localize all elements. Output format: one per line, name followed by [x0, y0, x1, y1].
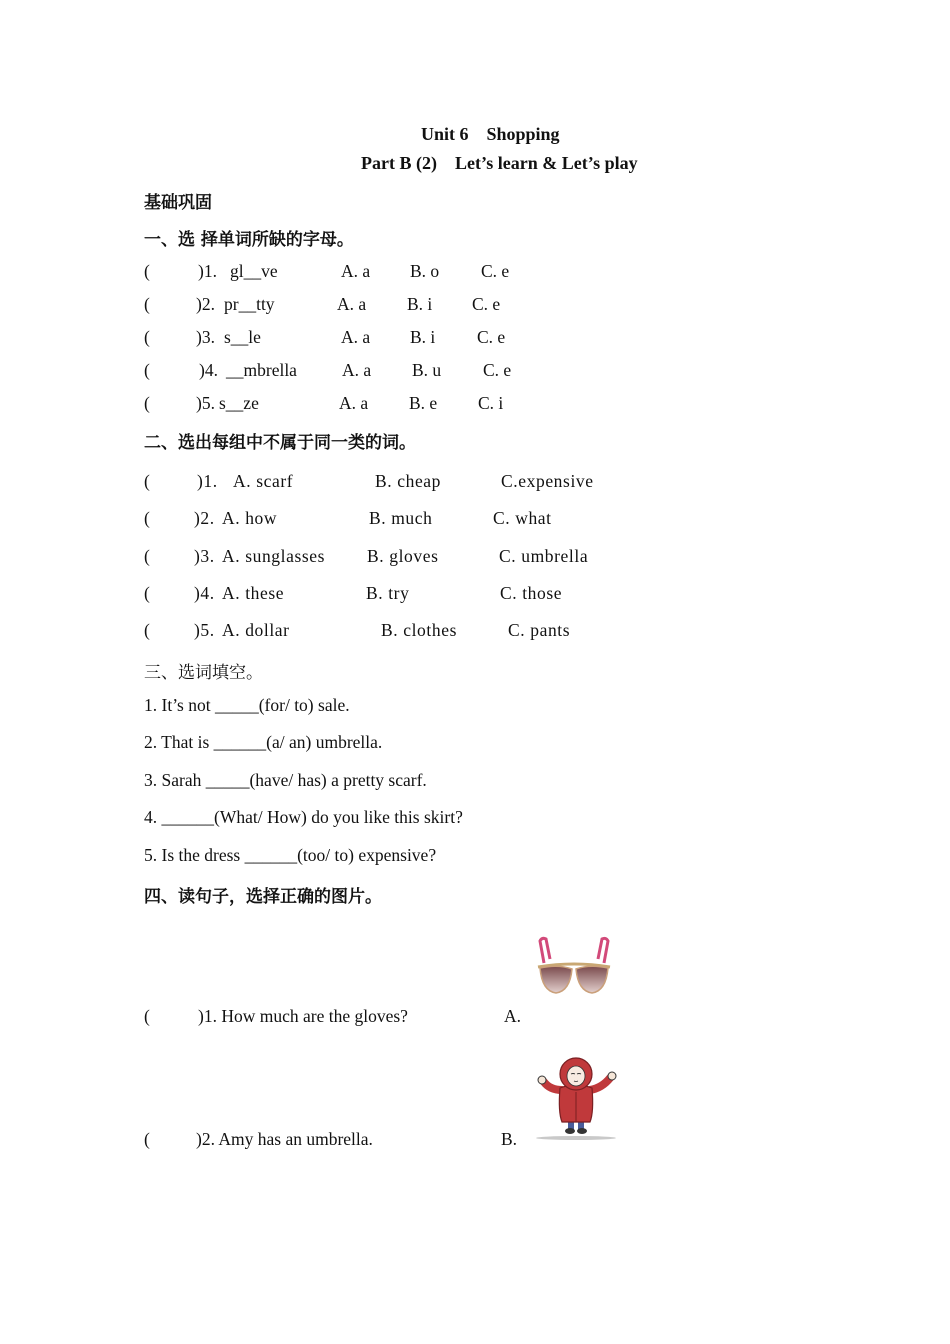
answer-bracket[interactable]: ( [144, 393, 150, 413]
option-a[interactable]: A. a [342, 360, 372, 380]
question-number: )3. [196, 327, 215, 347]
option-a[interactable]: A. a [339, 393, 369, 413]
option-a[interactable]: A. a [337, 294, 367, 314]
option-a[interactable]: A. a [341, 261, 371, 281]
answer-bracket[interactable]: ( [144, 360, 150, 380]
answer-bracket[interactable]: ( [144, 327, 150, 347]
answer-bracket[interactable]: ( [144, 294, 150, 314]
option-a[interactable]: A. these [222, 583, 285, 603]
fill-blank-1: 1. It’s not _____(for/ to) sale. [144, 695, 350, 715]
option-b[interactable]: B. clothes [381, 620, 457, 640]
question-number: )3. [194, 546, 215, 566]
red-coat-icon [528, 1052, 624, 1146]
fill-blank-3: 3. Sarah _____(have/ has) a pretty scarf. [144, 770, 427, 790]
fill-blank-2: 2. That is ______(a/ an) umbrella. [144, 732, 383, 752]
option-b[interactable]: B. u [412, 360, 442, 380]
part4-heading: 四、读句子，选择正确的图片。 [144, 887, 382, 907]
question-word: s__ze [219, 393, 259, 413]
option-c[interactable]: C. e [477, 327, 506, 347]
question-word: __mbrella [226, 360, 297, 380]
sunglasses-icon [522, 919, 626, 1022]
answer-bracket[interactable]: ( [144, 1129, 150, 1149]
option-a[interactable]: A. how [222, 508, 278, 528]
option-c[interactable]: C. e [483, 360, 512, 380]
answer-bracket[interactable]: ( [144, 508, 151, 528]
question-number: )4. [194, 583, 215, 603]
option-b[interactable]: B. i [407, 294, 433, 314]
option-b[interactable]: B. much [369, 508, 433, 528]
option-c[interactable]: C. e [472, 294, 501, 314]
question-number: )5. [196, 393, 215, 413]
question-word: gl__ve [230, 261, 278, 281]
part-subtitle: Part B (2) Let’s learn & Let’s play [361, 153, 638, 173]
option-b[interactable]: B. e [409, 393, 438, 413]
question-number: )1. [198, 261, 217, 281]
option-b[interactable]: B. o [410, 261, 440, 281]
option-c[interactable]: C. what [493, 508, 552, 528]
option-c[interactable]: C. umbrella [499, 546, 589, 566]
question-number: )2. [194, 508, 215, 528]
answer-bracket[interactable]: ( [144, 620, 151, 640]
option-a[interactable]: A. a [341, 327, 371, 347]
question-word: s__le [224, 327, 261, 347]
option-b[interactable]: B. try [366, 583, 410, 603]
option-c[interactable]: C. i [478, 393, 504, 413]
option-a[interactable]: A. scarf [233, 471, 294, 491]
question-number: )5. [194, 620, 215, 640]
part1-heading: 一、选 择单词所缺的字母。 [144, 230, 354, 250]
answer-bracket[interactable]: ( [144, 471, 151, 491]
option-c[interactable]: C. those [500, 583, 563, 603]
option-c[interactable]: C. e [481, 261, 510, 281]
part2-heading: 二、选出每组中不属于同一类的词。 [144, 433, 416, 453]
option-a[interactable]: A. sunglasses [222, 546, 326, 566]
question-word: pr__tty [224, 294, 275, 314]
section-label: 基础巩固 [144, 193, 212, 213]
part3-heading: 三、选词填空。 [144, 663, 263, 683]
answer-bracket[interactable]: ( [144, 546, 151, 566]
answer-bracket[interactable]: ( [144, 583, 151, 603]
option-c[interactable]: C. pants [508, 620, 571, 640]
option-b[interactable]: B. i [410, 327, 436, 347]
option-a[interactable]: A. dollar [222, 620, 290, 640]
question-number: )4. [199, 360, 218, 380]
fill-blank-5: 5. Is the dress ______(too/ to) expensive? [144, 845, 437, 865]
sunglasses-image [522, 919, 626, 1022]
option-a-label: A. [504, 1006, 522, 1026]
question-text: )1. How much are the gloves? [198, 1006, 408, 1026]
answer-bracket[interactable]: ( [144, 1006, 150, 1026]
question-text: )2. Amy has an umbrella. [196, 1129, 373, 1149]
question-number: )1. [197, 471, 218, 491]
question-number: )2. [196, 294, 215, 314]
option-b-label: B. [501, 1129, 518, 1149]
option-b[interactable]: B. gloves [367, 546, 439, 566]
answer-bracket[interactable]: ( [144, 261, 150, 281]
fill-blank-4: 4. ______(What/ How) do you like this skirt? [144, 807, 463, 827]
option-b[interactable]: B. cheap [375, 471, 442, 491]
red-coat-image [528, 1052, 624, 1146]
unit-title: Unit 6 Shopping [421, 124, 560, 144]
option-c[interactable]: C.expensive [501, 471, 594, 491]
